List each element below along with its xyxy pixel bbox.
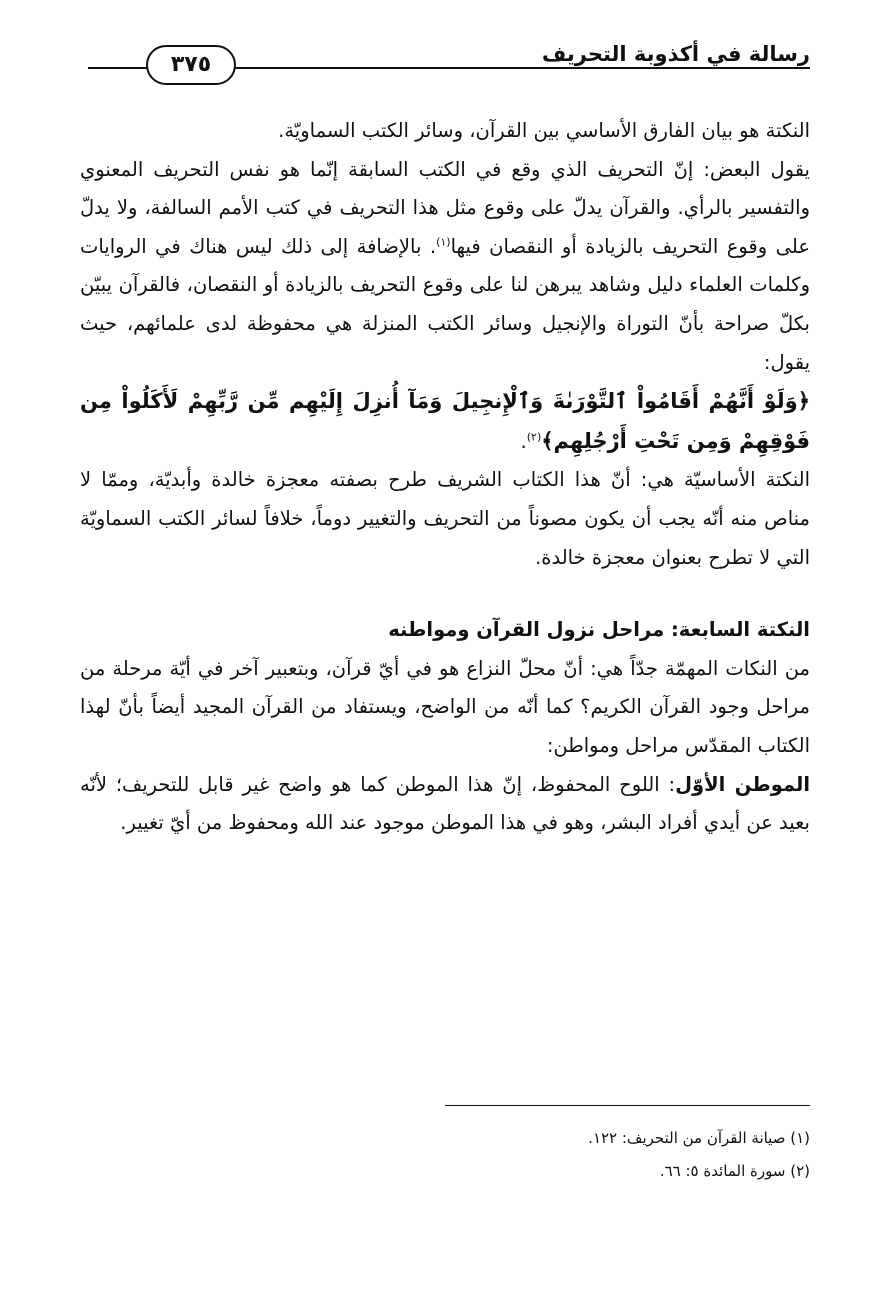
footnote-separator [445,1105,810,1106]
running-title: رسالة في أكذوبة التحريف [541,42,810,66]
footnote-ref-2: (٢) [526,430,542,444]
paragraph [80,461,810,577]
paragraph-text: : اللوح المحفوظ، إنّ هذا الموطن كما هو واضح غير قابل للتحريف؛ لأنّه بعيد عن أيدي أفراد البشر، وهو في هذا الموطن موجود عند الله ومحفوظ من أيّ تغيير. [80,772,810,835]
section-heading [80,611,810,650]
term-lead: الموطن الأوّل [675,772,811,796]
footnotes [440,1122,810,1188]
paragraph-text: يقول البعض: إنّ التحريف الذي وقع في الكتب السابقة إنّما هو نفس التحريف المعنوي والتفسير بالرأي. والقرآن يدلّ على وقوع مثل هذا التحريف في كتب الأمم السالفة، ولا يدلّ على وقوع التحريف بالزيادة أو النقصان فيها [80,157,810,258]
page-header [88,38,810,78]
paragraph [80,766,810,843]
section-heading-text: النكتة السابعة: مراحل نزول القرآن ومواطنه [388,618,810,642]
verse-tail: . [520,429,527,453]
paragraph [80,112,810,151]
paragraph-text: من النكات المهمّة جدّاً هي: أنّ محلّ النزاع هو في أيّ قرآن، وبتعبير آخر في أيّة مرحلة من مراحل وجود القرآن الكريم؟ كما أنّه من الواضح، ويستفاد من القرآن المجيد أيضاً بأنّ لهذا الكتاب المقدّس مراحل ومواطن: [80,656,810,757]
paragraph-text: النكتة هو بيان الفارق الأساسي بين القرآن، وسائر الكتب السماويّة. [278,119,810,142]
main-text [80,112,810,843]
paragraph [80,151,810,383]
page-number: ٣٧٥ [146,45,236,85]
footnote-ref-1: (١) [436,235,451,249]
verse-text: ﴿وَلَوْ أَنَّهُمْ أَقَامُواْ ٱلتَّوْرَىٰةَ وَٱلْإِنجِيلَ وَمَآ أُنزِلَ إِلَيْهِم مِّن رَّبِّهِمْ لَأَكَلُواْ مِن فَوْقِهِمْ وَمِن تَحْتِ أَرْجُلِهِم﴾ [80,389,810,453]
paragraph [80,650,810,766]
paragraph-text: النكتة الأساسيّة هي: أنّ هذا الكتاب الشريف طرح بصفته معجزة خالدة وأبديّة، وممّا لا مناص منه أنّه يجب أن يكون مصوناً من التحريف والتغيير دوماً، خلافاً لسائر الكتب السماويّة التي لا تطرح بعنوان معجزة خالدة. [80,468,810,569]
footnote-2: (٢) سورة المائدة ٥: ٦٦. [659,1162,810,1180]
quran-verse [80,382,810,461]
paragraph-text: . بالإضافة إلى ذلك ليس هناك في الروايات وكلمات العلماء دليل وشاهد يبرهن لنا على وقوع التحريف بالزيادة أو النقصان، فالقرآن يبيّن بكلّ صراحة بأنّ التوراة والإنجيل وسائر الكتب المنزلة هي محفوظة لدى علمائهم، حيث يقول: [80,234,810,374]
footnote-1: (١) صيانة القرآن من التحريف: ١٢٢. [588,1129,810,1147]
